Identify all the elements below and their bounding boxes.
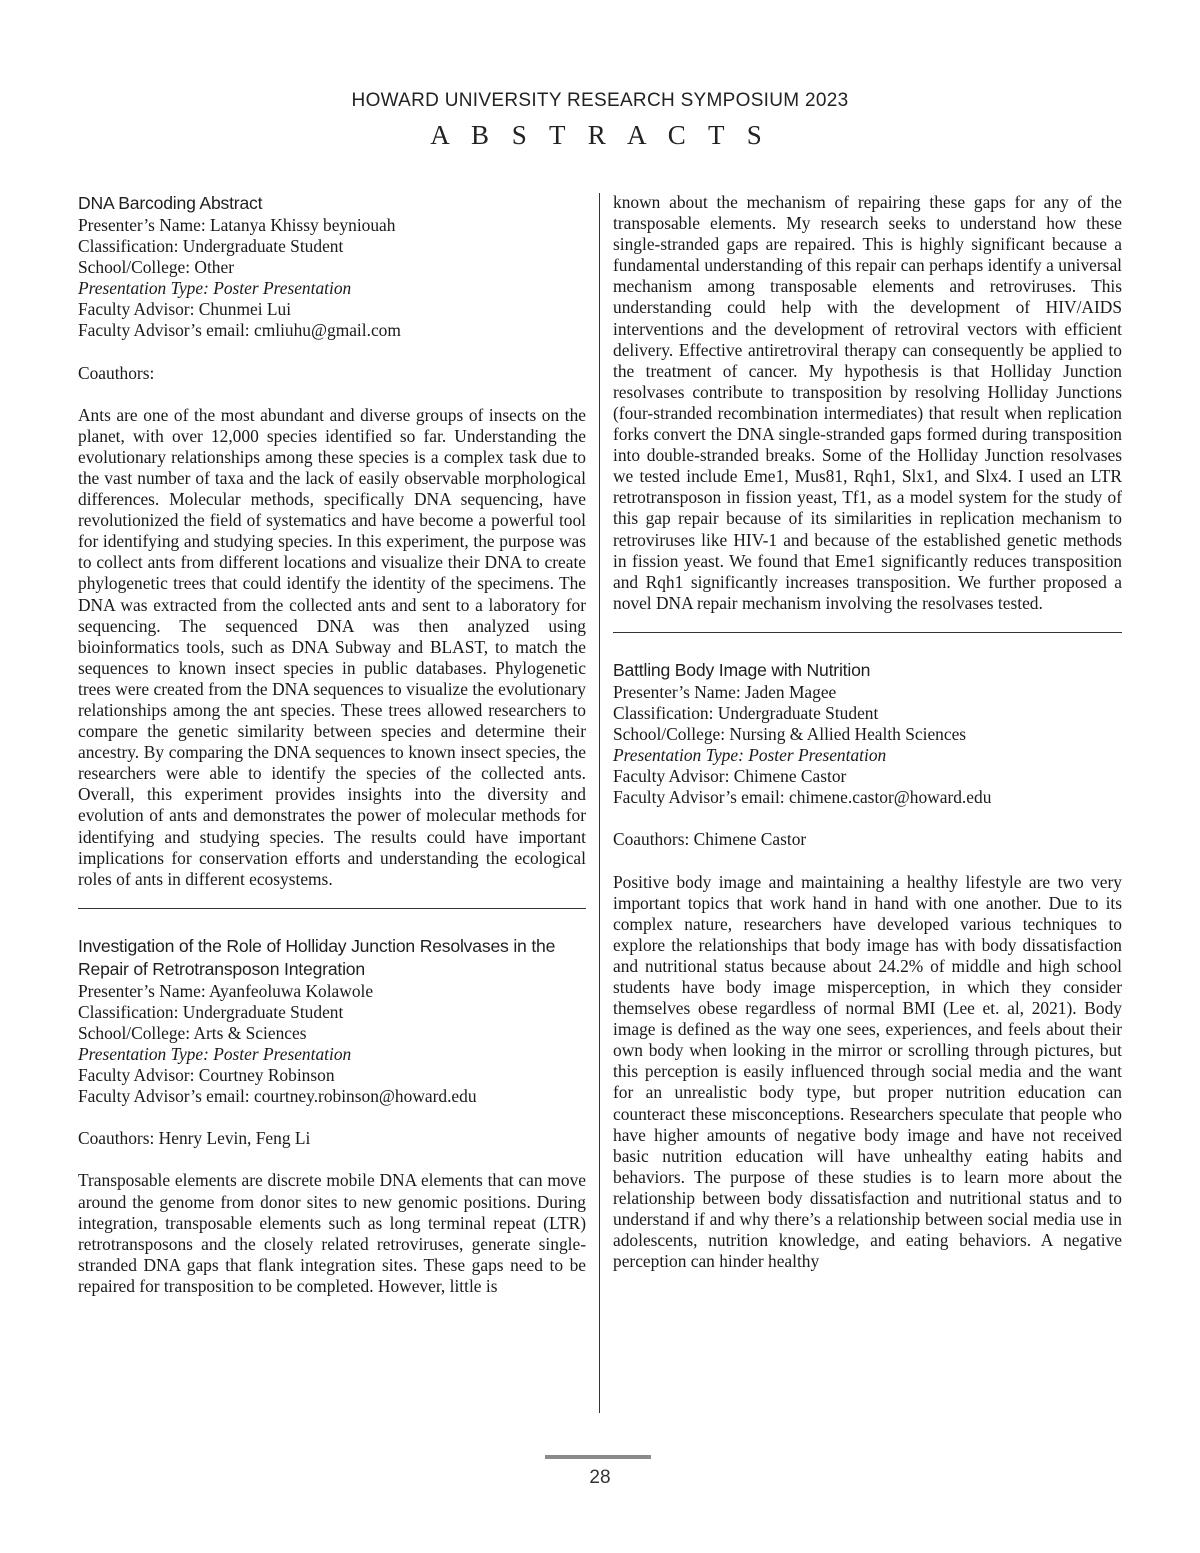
- presenter-name: Presenter’s Name: Latanya Khissy beyniouah: [78, 215, 396, 235]
- faculty-advisor-email: Faculty Advisor’s email: cmliuhu@gmail.com: [78, 320, 401, 341]
- faculty-advisor: Faculty Advisor: Chimene Castor: [613, 766, 847, 787]
- faculty-advisor-email: Faculty Advisor’s email: courtney.robinson@howard.edu: [78, 1086, 477, 1107]
- footer-bar: [545, 1455, 651, 1459]
- abstract-title: DNA Barcoding Abstract: [78, 193, 263, 213]
- classification: Classification: Undergraduate Student: [613, 702, 879, 723]
- left-column: [78, 192, 586, 1297]
- abstract-body-image: [613, 659, 1122, 1272]
- column-divider: [599, 193, 600, 1413]
- classification: Classification: Undergraduate Student: [78, 236, 344, 257]
- page-header: [0, 90, 1200, 151]
- presentation-type: Presentation Type: Poster Presentation: [78, 278, 352, 299]
- abstract-body: Ants are one of the most abundant and diverse groups of insects on the planet, with over 12,000 species identified so far. Understanding the evolutionary relationships among these species is a complex task due to the vast number of taxa and the lack of easily observable morphological differences. Molecular methods, specifically DNA sequencing, have revolutionized the field of systematics and have become a powerful tool for identifying and studying species. In this experiment, the purpose was to collect ants from different locations and visualize their DNA to create phylogenetic trees that could identify the identity of the specimens. The DNA was extracted from the collected ants and sent to a laboratory for sequencing. The sequenced DNA was then analyzed using bioinformatics tools, such as DNA Subway and BLAST, to match the sequences to known insect species in public databases. Phylogenetic trees were created from the DNA sequences to visualize the evolutionary relationships among the ant species. These trees allowed researchers to compare the genetic similarity between species and determine their ancestry. By comparing the DNA sequences to known insect species, the researchers were able to identify the species of the collected ants. Overall, this experiment provides insights into the diversity and evolution of ants and demonstrates the power of molecular methods for identifying and studying species. The results could have important implications for conservation efforts and understanding the ecological roles of ants in different ecosystems.: [78, 404, 586, 889]
- presentation-type: Presentation Type: Poster Presentation: [78, 1044, 352, 1065]
- classification: Classification: Undergraduate Student: [78, 1001, 344, 1022]
- faculty-advisor-email: Faculty Advisor’s email: chimene.castor@howard.edu: [613, 787, 992, 808]
- school-college: School/College: Nursing & Allied Health Sciences: [613, 724, 967, 745]
- school-college: School/College: Arts & Sciences: [78, 1023, 307, 1043]
- coauthors: Coauthors: Henry Levin, Feng Li: [78, 1128, 311, 1149]
- section-divider: [78, 908, 586, 909]
- page-number: 28: [589, 1467, 611, 1488]
- abstract-dna-barcoding: [78, 192, 586, 890]
- section-divider: [613, 632, 1122, 633]
- faculty-advisor: Faculty Advisor: Chunmei Lui: [78, 299, 292, 320]
- presentation-type: Presentation Type: Poster Presentation: [613, 745, 887, 766]
- symposium-title: HOWARD UNIVERSITY RESEARCH SYMPOSIUM 2023: [351, 90, 849, 111]
- abstract-body: Positive body image and maintaining a healthy lifestyle are two very important topics that work hand in hand with one another. Due to its complex nature, researchers have developed various techniques to explore the relationships that body image has with body dissatisfaction and nutritional status because about 24.2% of middle and high school students have body image misperception, in which they consider themselves obese regardless of normal BMI (Lee et. al, 2021). Body image is defined as the way one sees, experiences, and feels about their own body when looking in the mirror or scrolling through pictures, but this perception is easily influenced through social media and the want for an unrealistic body type, but proper nutrition education can counteract these misconceptions. Researchers speculate that people who have higher amounts of negative body image and have not received basic nutrition education will have unhealthy eating habits and behaviors. The purpose of these studies is to learn more about the relationship between body dissatisfaction and nutritional status and to understand if and why there’s a relationship between social media use in adolescents, nutrition knowledge, and eating behaviors. A negative perception can hinder healthy: [613, 871, 1122, 1272]
- school-college: School/College: Other: [78, 257, 235, 278]
- section-title: A B S T R A C T S: [430, 120, 770, 150]
- coauthors: Coauthors: Chimene Castor: [613, 829, 807, 850]
- abstract-title: Battling Body Image with Nutrition: [613, 659, 871, 680]
- coauthors: Coauthors:: [78, 362, 155, 383]
- presenter-name: Presenter’s Name: Ayanfeoluwa Kolawole: [78, 980, 374, 1001]
- presenter-name: Presenter’s Name: Jaden Magee: [613, 681, 837, 702]
- abstract-holliday-junction: [78, 935, 586, 1297]
- faculty-advisor: Faculty Advisor: Courtney Robinson: [78, 1065, 335, 1086]
- abstract-body: Transposable elements are discrete mobile DNA elements that can move around the genome from donor sites to new genomic positions. During integration, transposable elements such as long terminal repeat (LTR) retrotransposons and the closely related retroviruses, generate single-stranded DNA gaps that flank integration sites. These gaps need to be repaired for transposition to be completed. However, little is: [78, 1170, 586, 1296]
- abstract-body-continued: known about the mechanism of repairing these gaps for any of the transposable elements. My research seeks to understand how these single-stranded gaps are repaired. This is highly significant because a fundamental understanding of this repair can perhaps identify a universal mechanism among transposable elements and retroviruses. This understanding could help with the development of HIV/AIDS interventions and the development of retroviral vectors with efficient delivery. Effective antiretroviral therapy can consequently be applied to the treatment of cancer. My hypothesis is that Holliday Junction resolvases contribute to transposition by resolving Holliday Junctions (four-stranded recombination intermediates) that result when replication forks convert the DNA single-stranded gaps formed during transposition into double-stranded breaks. Some of the Holliday Junction resolvases we tested include Eme1, Mus81, Rqh1, Slx1, and Slx4. I used an LTR retrotransposon in fission yeast, Tf1, as a model system for the study of this gap repair because of its similarities in replication mechanism to retroviruses like HIV-1 and because of the established genetic methods in fission yeast. We found that Eme1 significantly reduces transposition and Rqh1 significantly increases transposition. We further proposed a novel DNA repair mechanism involving the resolvases tested.: [613, 192, 1122, 613]
- right-column: [613, 192, 1122, 1272]
- abstract-title: Investigation of the Role of Holliday Junction Resolvases in the Repair of Retrotransposon Integration: [78, 935, 556, 979]
